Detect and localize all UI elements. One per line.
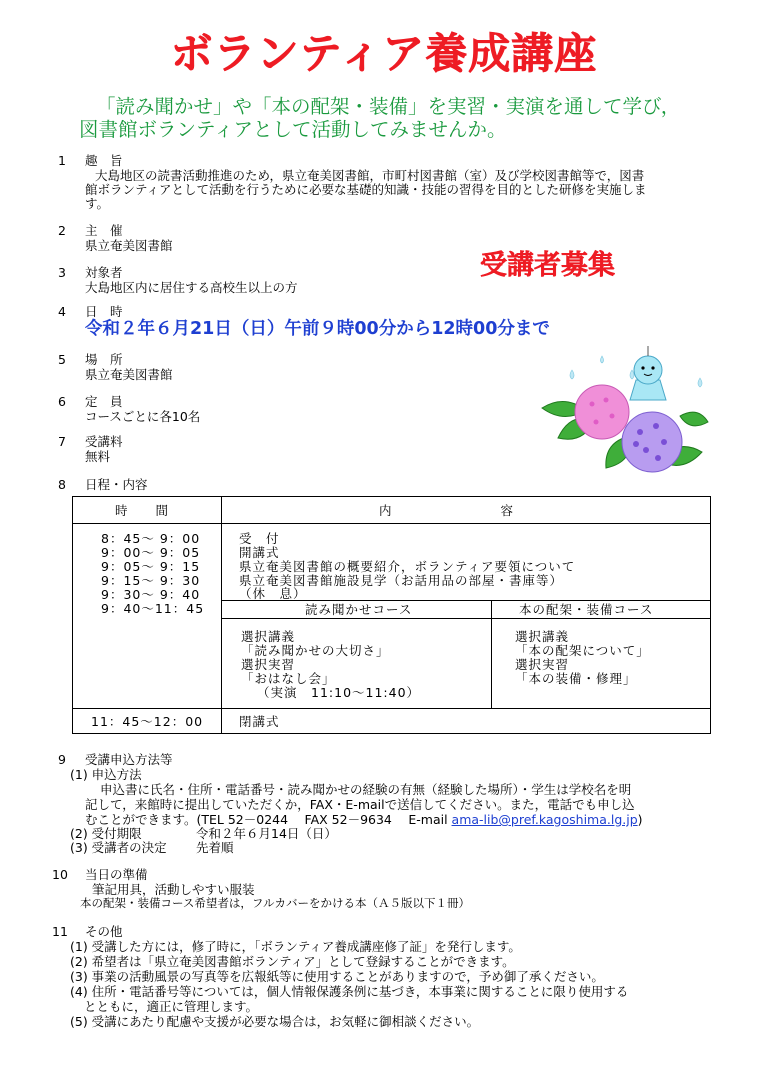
time-5: 9：30～ 9：40 [101, 587, 201, 602]
end-time: 11：45～12：00 [91, 714, 204, 729]
s9-p3-value: 先着順 [196, 840, 234, 855]
section-2-heading: 主 催 [85, 223, 123, 238]
recruit-heading: 受講者募集 [480, 250, 615, 281]
section-1-number: 1 [58, 153, 66, 168]
s9-p2-value: 令和２年６月14日（日） [196, 826, 337, 841]
teru-teru-bozu-icon [630, 346, 666, 400]
reading-line-4: 「おはなし会」 [241, 671, 336, 686]
s9-p1-line-3-text: むことができます。(TEL 52－0244 FAX 52－9634 E-mail [85, 812, 452, 827]
section-7-heading: 受講料 [85, 434, 123, 449]
s9-p1-label: (1) 申込方法 [70, 767, 142, 782]
reading-line-1: 選択講義 [241, 629, 296, 644]
section-2-number: 2 [58, 223, 66, 238]
section-7-body: 無料 [85, 449, 111, 464]
section-3-number: 3 [58, 265, 66, 280]
s9-p1-line-2: 記して，来館時に提出していただくか，FAX・E-mailで送信してください。また，電話でも申し込 [85, 797, 635, 812]
s9-p3-label: (3) 受講者の決定 [70, 840, 167, 855]
section-5-number: 5 [58, 352, 66, 367]
section-4-heading: 日 時 [85, 304, 123, 319]
time-3: 9：05～ 9：15 [101, 559, 201, 574]
s10-line-2: 本の配架・装備コース希望者は，フルカバーをかける本（Ａ５版以下１冊） [80, 896, 470, 910]
item-1: 受 付 [239, 531, 280, 546]
section-1-heading: 趣 旨 [85, 153, 123, 168]
shelving-line-2: 「本の配架について」 [515, 643, 650, 658]
shelving-line-4: 「本の装備・修理」 [515, 671, 637, 686]
section-5-body: 県立奄美図書館 [85, 367, 173, 382]
s9-p1-line-1: 申込書に氏名・住所・電話番号・読み聞かせの経験の有無（経験した場所）・学生は学校名を明 [100, 782, 632, 797]
s9-p2-label: (2) 受付期限 [70, 826, 142, 841]
section-6-number: 6 [58, 394, 66, 409]
section-3-body: 大島地区内に居住する高校生以上の方 [85, 280, 298, 295]
hydrangea-illustration [540, 340, 710, 490]
section-11-heading: その他 [85, 924, 123, 939]
s11-item-2: (2) 希望者は「県立奄美図書館ボランティア」として登録することができます。 [70, 954, 515, 969]
reading-line-3: 選択実習 [241, 657, 296, 672]
s10-line-1: 筆記用具，活動しやすい服装 [92, 882, 255, 897]
section-11-number: 11 [52, 924, 68, 939]
page-title: ボランティア養成講座 [170, 29, 598, 78]
s9-p1-close: ) [637, 812, 643, 827]
email-link[interactable]: ama-lib@pref.kagoshima.lg.jp [451, 812, 638, 827]
section-9-number: 9 [58, 752, 66, 767]
pink-hydrangea [575, 385, 629, 439]
section-4-number: 4 [58, 304, 66, 319]
col-header-content: 内 容 [379, 503, 515, 518]
section-3-heading: 対象者 [85, 265, 123, 280]
item-3: 県立奄美図書館の概要紹介，ボランティア要領について [239, 559, 576, 574]
s11-item-5: (5) 受講にあたり配慮や支援が必要な場合は，お気軽に御相談ください。 [70, 1014, 480, 1029]
col-header-time: 時 間 [115, 503, 170, 518]
shelving-line-1: 選択講義 [515, 629, 570, 644]
section-8-heading: 日程・内容 [85, 477, 148, 492]
end-item: 閉講式 [239, 714, 280, 729]
lead-line-1: 「読み聞かせ」や「本の配架・装備」を実習・実演を通して学び， [96, 95, 681, 118]
s11-item-1: (1) 受講した方には，修了時に，「ボランティア養成講座修了証」を発行します。 [70, 939, 521, 954]
time-6: 9：40～11：45 [101, 601, 205, 616]
schedule-table [72, 496, 711, 734]
section-8-number: 8 [58, 477, 66, 492]
section-2-body: 県立奄美図書館 [85, 238, 173, 253]
course-reading-header: 読み聞かせコース [305, 602, 413, 617]
shelving-line-3: 選択実習 [515, 657, 570, 672]
section-6-body: コースごとに各10名 [85, 409, 201, 424]
course-shelving-header: 本の配架・装備コース [519, 602, 654, 617]
purple-hydrangea [622, 412, 682, 472]
section-1-line-2: 館ボランティアとして活動を行うために必要な基礎的知識・技能の習得を目的とした研修を実施しま [85, 182, 647, 197]
item-2: 開講式 [239, 545, 280, 560]
section-10-heading: 当日の準備 [85, 867, 148, 882]
s11-item-4-cont: とともに，適正に管理します。 [84, 999, 259, 1014]
event-date: 令和２年６月21日（日）午前９時00分から12時00分まで [85, 319, 550, 339]
section-1-line-3: す。 [85, 196, 110, 211]
section-5-heading: 場 所 [85, 352, 123, 367]
time-4: 9：15～ 9：30 [101, 573, 201, 588]
time-1: 8：45～ 9：00 [101, 531, 201, 546]
s9-p1-line-3 [85, 812, 643, 827]
s11-item-4: (4) 住所・電話番号等については，個人情報保護条例に基づき，本事業に関することに限り使用する [70, 984, 629, 999]
section-9-heading: 受講申込方法等 [85, 752, 173, 767]
section-7-number: 7 [58, 434, 66, 449]
time-2: 9：00～ 9：05 [101, 545, 201, 560]
s11-item-3: (3) 事業の活動風景の写真等を広報紙等に使用することがありますので，予め御了承ください。 [70, 969, 604, 984]
section-10-number: 10 [52, 867, 68, 882]
reading-line-5: （実演 11:10～11:40） [257, 685, 421, 700]
section-6-heading: 定 員 [85, 394, 123, 409]
item-4: 県立奄美図書館施設見学（お話用品の部屋・書庫等） [239, 573, 564, 588]
item-5: （休 息） [239, 586, 307, 601]
lead-line-2: 図書館ボランティアとして活動してみませんか。 [79, 118, 507, 141]
reading-line-2: 「読み聞かせの大切さ」 [241, 643, 390, 658]
section-1-line-1: 大島地区の読書活動推進のため，県立奄美図書館，市町村図書館（室）及び学校図書館等で，図書 [95, 168, 645, 183]
